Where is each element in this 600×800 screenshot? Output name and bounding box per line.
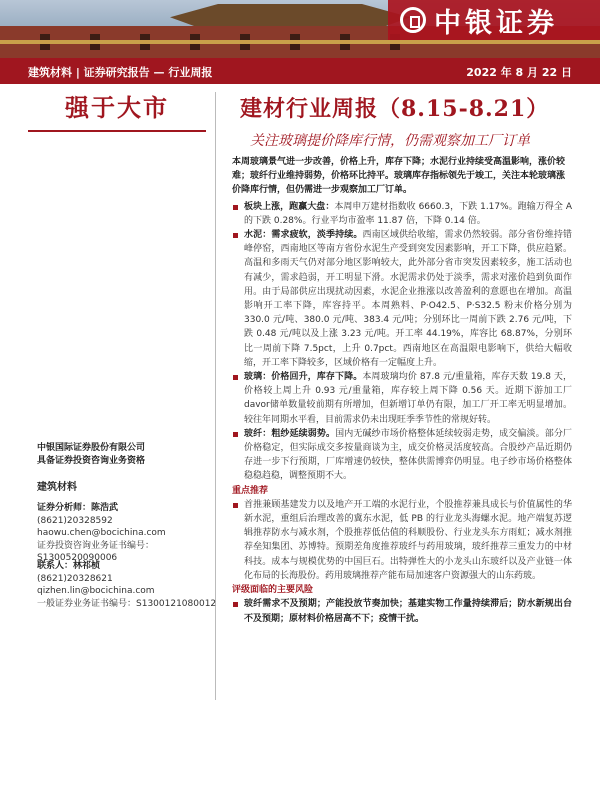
bullet-key: 玻璃：价格回升，库存下降。 [244, 372, 363, 383]
rating-label: 强于大市 [28, 84, 206, 132]
gold-band [0, 40, 600, 44]
bullet-market [232, 200, 572, 228]
contact-cert: 一般证券业务证书编号：S1300121080012 [37, 598, 217, 609]
report-info-bar [0, 58, 600, 84]
contact-phone: (8621)20328621 [37, 573, 113, 584]
bullet-text: 国内无碱纱市场价格整体延续较弱走势，成交偏淡。部分厂价格稳定，但实际成交多按量商谈为主，成交价格灵活度较高。合股纱产品近期仍存进一步下行预期，厂库增速仍较快，整体供需博弈仍明显。电子纱市场价格整体稳稳趋稳，调整预期不大。 [244, 428, 572, 482]
contact-email[interactable]: qizhen.lin@bocichina.com [37, 586, 155, 596]
bullet-text: 西南区域供给收缩，需求仍然较弱。部分省份维持错峰停窑，西南地区等南方省份水泥生产受到突发因素影响，开工下降，供应趋紧。高温和多雨天气仍对部分地区影响较大，此外部分省市突发因素较多，施工活动也有减少，需求趋弱，开工明显下滑。水泥需求仍处于淡季，需求对涨价趋到负面作用。由于局部供应出现扰动因素，水泥企业推涨以改善盈利的意愿也在增加。高温影响开工率下降，库容持平。本周熟料、P·O42.5、P·S32.5 粉末价格分别为 330.0 元/吨、380.0 元/吨、383.4 元/吨；分别环比一周前下跌 2.76 元/吨，下跌 0.48 元/吨以及上涨 3.23 元/吨。开工率 44.19%，库容比 68.87%，分别环比一周前下降 7.5pct，上升 0.7pct。西南地区在高温限电影响下，供给大幅收缩，开工率下降较多，区域价格有一定幅度上升。 [244, 230, 572, 368]
bullet-glass [232, 370, 572, 427]
sector-label: 建筑材料 [37, 482, 77, 493]
bullet-key: 水泥：需求疲软，淡季持续。 [244, 230, 363, 241]
breadcrumb: 建筑材料 | 证券研究报告 — 行业周报 [28, 66, 213, 79]
company-logo [388, 0, 600, 40]
bullet-key: 板块上涨，跑赢大盘： [244, 201, 335, 212]
analyst-email[interactable]: haowu.chen@bocichina.com [37, 528, 166, 538]
left-column [28, 84, 206, 132]
analyst-block [37, 502, 217, 565]
analyst-phone: (8621)20328592 [37, 515, 113, 526]
contact-name: 联系人：林祁桢 [37, 561, 101, 571]
palace-roof [170, 4, 410, 26]
bullet-text: 本周申万建材指数收 6660.3，下跌 1.17%。跑输万得全 A 的下跌 0.28%。行业平均市盈率 11.87 倍，下降 0.14 倍。 [244, 201, 572, 226]
report-date: 2022 年 8 月 22 日 [466, 66, 572, 79]
recommend-text: 首推兼顾基建发力以及地产开工端的水泥行业，个股推荐兼具成长与价值属性的华新水泥，重组后治理改善的冀东水泥，低 PB 的行业龙头海螺水泥。地产端复苏逻辑推荐防水与减水剂，个股推荐低估值的科顺股份、行业龙头东方雨虹；减水剂推荐垒知集团、苏博特。预期差角度推荐玻纤与药用玻璃，玻纤推荐三重发力的中材科技。成本与规模优势的中国巨石。出特弹性大的小龙头山东玻纤以及产业链一体化布局的长海股份。药用玻璃推荐产能布局加速客户资源强大的山东药玻。 [232, 498, 572, 583]
contact-block [37, 560, 217, 610]
bullet-fiberglass [232, 427, 572, 484]
analyst-cert: 证券投资咨询业务证书编号：S1300520090006 [37, 540, 155, 563]
analyst-name: 证券分析师：陈浩武 [37, 503, 119, 513]
recommend-heading: 重点推荐 [232, 485, 269, 496]
header-banner [0, 0, 600, 58]
main-content [232, 155, 572, 626]
bank-logo-icon [400, 7, 426, 33]
summary-intro: 本周玻璃景气进一步改善，价格上升，库存下降；水泥行业持续受高温影响，涨价较难；玻纤行业维持弱势，价格环比持平。玻璃库存指标领先于竣工，关注本轮玻璃涨价降库行情，但仍需进一步观察加工厂订单。 [232, 157, 566, 196]
report-title: 建材行业周报（8.15-8.21） [240, 96, 550, 122]
company-name: 中银国际证券股份有限公司 具备证券投资咨询业务资格 [37, 443, 146, 466]
report-subtitle: 关注玻璃提价降库行情，仍需观察加工厂订单 [250, 133, 530, 149]
bullet-cement [232, 228, 572, 370]
bullet-key: 玻纤：粗纱延续弱势。 [244, 428, 336, 439]
bullet-text: 本周玻璃均价 87.8 元/重量箱，库存天数 19.8 天，价格较上周上升 0.93 元/重量箱，库存较上周下降 0.56 天。近期下游加工厂davor储单数量较前期有所增加，但新增订单仍有限，加工厂开工率无明显增加。较往年同期水平看，目前需求仍未出现旺季季节性的常规好转。 [244, 372, 572, 425]
risk-heading: 评级面临的主要风险 [232, 585, 314, 596]
risk-text: 玻纤需求不及预期；产能投放节奏加快；基建实物工作量持续滞后；防水新规出台不及预期；原材料价格居高不下；疫情干扰。 [232, 597, 572, 625]
logo-text: 中银证券 [434, 7, 558, 39]
